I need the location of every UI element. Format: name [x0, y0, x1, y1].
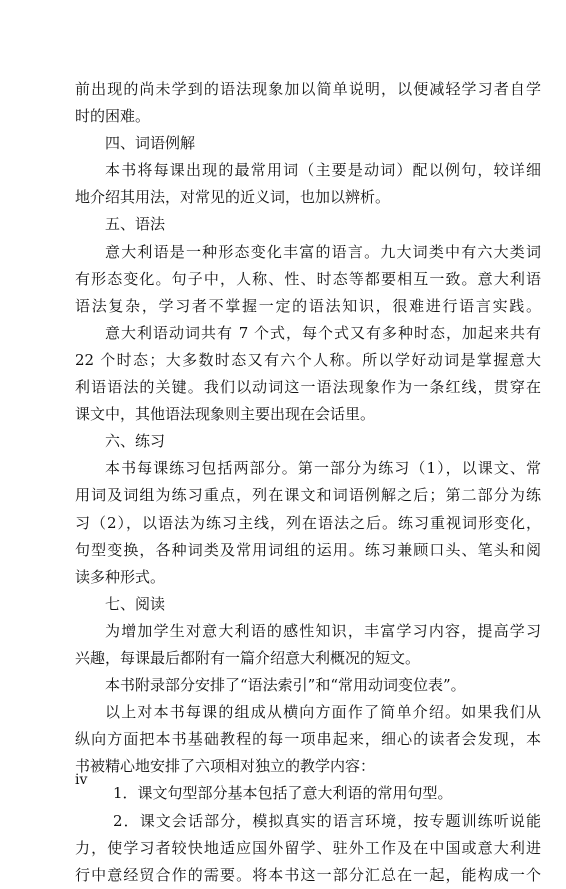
text-line: 1．课文句型部分基本包括了意大利语的常用句型。 [113, 784, 453, 803]
text-line: 地介绍其用法，对常见的近义词，也加以辨析。 [75, 188, 391, 207]
text-line: 本书将每课出现的最常用词（主要是动词）配以例句，较详细 [105, 161, 541, 180]
text-line: 纵向方面把本书基础教程的每一项串起来，细心的读者会发现，本 [75, 730, 541, 749]
text-line: 习（2），以语法为练习主线，列在语法之后。练习重视词形变化， [75, 513, 541, 532]
section-heading: 七、阅读 [105, 594, 166, 613]
text-line: 时的困难。 [75, 107, 151, 126]
text-line: 以上对本书每课的组成从横向方面作了简单介绍。如果我们从 [105, 703, 541, 722]
text-line: 力，使学习者较快地适应国外留学、驻外工作及在中国或意大利进 [75, 838, 541, 857]
text-line: 读多种形式。 [75, 567, 166, 586]
text-line: 书被精心地安排了六项相对独立的教学内容： [75, 757, 376, 776]
section-heading: 四、词语例解 [105, 134, 196, 153]
text-line: 意大利语是一种形态变化丰富的语言。九大词类中有六大类词 [105, 242, 541, 261]
text-line: 前出现的尚未学到的语法现象加以简单说明，以便减轻学习者自学 [75, 80, 541, 98]
section-heading: 五、语法 [105, 215, 166, 234]
text-line: 有形态变化。句子中，人称、性、时态等都要相互一致。意大利语 [75, 269, 541, 288]
text-line: 兴趣，每课最后都附有一篇介绍意大利概况的短文。 [75, 648, 421, 667]
text-line: 意大利语动词共有 7 个式，每个式又有多种时态，加起来共有 [105, 323, 541, 342]
text-line: 行中意经贸合作的需要。将本书这一部分汇总在一起，能构成一个 [75, 865, 541, 884]
text-line: 2．课文会话部分，模拟真实的语言环境，按专题训练听说能 [113, 811, 541, 830]
text-line: 语法复杂，学习者不掌握一定的语法知识，很难进行语言实践。 [75, 296, 541, 315]
text-line: 本书附录部分安排了“语法索引”和“常用动词变位表”。 [105, 676, 466, 695]
page-number: iv [75, 772, 88, 788]
text-line: 用词及词组为练习重点，列在课文和词语例解之后；第二部分为练 [75, 486, 541, 505]
text-line: 课文中，其他语法现象则主要出现在会话里。 [75, 405, 376, 424]
text-line: 为增加学生对意大利语的感性知识，丰富学习内容，提高学习 [105, 621, 541, 640]
text-line: 利语语法的关键。我们以动词这一语法现象作为一条红线，贯穿在 [75, 378, 541, 397]
section-heading: 六、练习 [105, 432, 166, 451]
text-line: 句型变换，各种词类及常用词组的运用。练习兼顾口头、笔头和阅 [75, 540, 541, 559]
body-text [75, 76, 541, 889]
text-line: 本书每课练习包括两部分。第一部分为练习（1），以课文、常 [105, 459, 541, 478]
text-line: 22 个时态；大多数时态又有六个人称。所以学好动词是掌握意大 [75, 350, 541, 369]
